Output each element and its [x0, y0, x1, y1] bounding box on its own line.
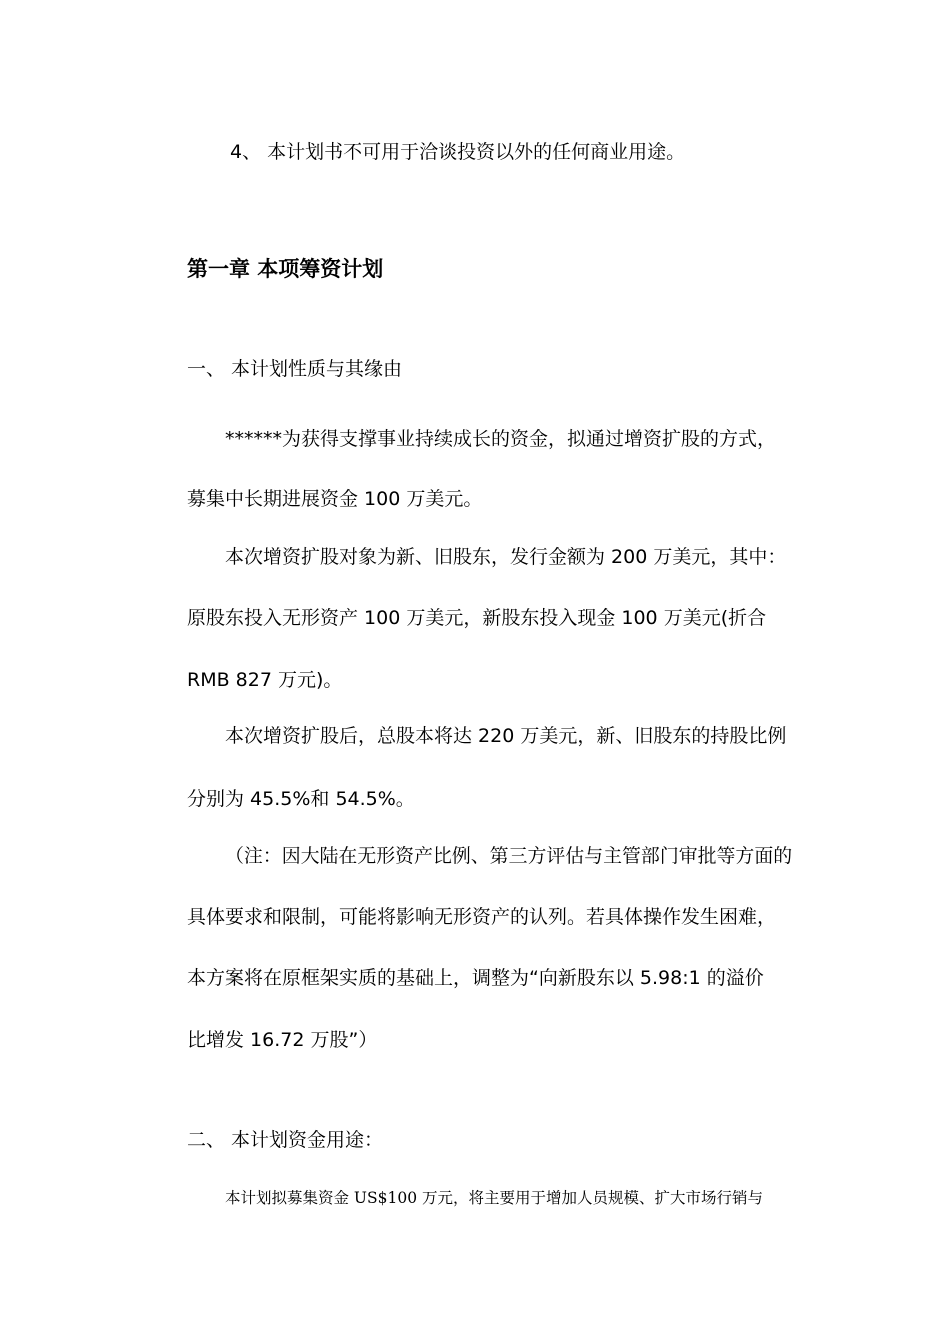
paragraph-5-line-1: 本计划拟募集资金 US$100 万元，将主要用于增加人员规模、扩大市场行销与: [225, 1189, 763, 1207]
paragraph-2-line-3: RMB 827 万元)。: [187, 669, 343, 691]
section-1-title: 一、 本计划性质与其缘由: [187, 358, 403, 380]
paragraph-1-line-2: 募集中长期进展资金 100 万美元。: [187, 488, 483, 510]
list-item-4: 4、 本计划书不可用于洽谈投资以外的任何商业用途。: [230, 141, 686, 163]
paragraph-2-line-1: 本次增资扩股对象为新、旧股东，发行金额为 200 万美元，其中：: [225, 546, 787, 568]
paragraph-4-line-3: 本方案将在原框架实质的基础上，调整为“向新股东以 5.98:1 的溢价: [187, 967, 764, 989]
paragraph-3-line-1: 本次增资扩股后，总股本将达 220 万美元，新、旧股东的持股比例: [225, 725, 787, 747]
chapter-title: 第一章 本项筹资计划: [187, 257, 384, 281]
section-2-title: 二、 本计划资金用途：: [187, 1129, 384, 1151]
paragraph-2-line-2: 原股东投入无形资产 100 万美元，新股东投入现金 100 万美元(折合: [187, 607, 767, 629]
paragraph-4-line-2: 具体要求和限制，可能将影响无形资产的认列。若具体操作发生困难，: [187, 906, 777, 928]
paragraph-3-line-2: 分别为 45.5%和 54.5%。: [187, 788, 415, 810]
paragraph-4-line-4: 比增发 16.72 万股”）: [187, 1029, 378, 1051]
paragraph-1-line-1: ******为获得支撑事业持续成长的资金，拟通过增资扩股的方式，: [225, 428, 777, 450]
paragraph-4-line-1: （注：因大陆在无形资产比例、第三方评估与主管部门审批等方面的: [225, 845, 793, 867]
